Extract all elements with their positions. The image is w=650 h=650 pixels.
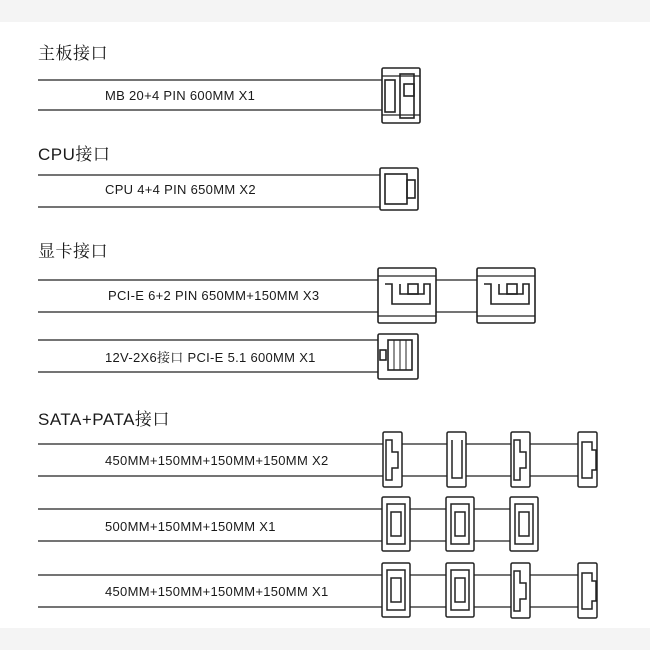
cable-label-sata-3: 450MM+150MM+150MM+150MM X1 xyxy=(105,584,329,599)
sata-connector xyxy=(578,432,597,487)
sata-connector xyxy=(447,432,466,487)
cable-diagram xyxy=(0,22,650,628)
section-title-gpu: 显卡接口 xyxy=(38,242,108,261)
cable-12v2x6 xyxy=(38,334,418,379)
cable-label-pcie: PCI-E 6+2 PIN 650MM+150MM X3 xyxy=(108,288,320,303)
molex-connector xyxy=(510,497,538,551)
cable-label-mb: MB 20+4 PIN 600MM X1 xyxy=(105,88,256,103)
molex-connector xyxy=(446,497,474,551)
molex-connector xyxy=(382,497,410,551)
cable-label-sata-1: 450MM+150MM+150MM+150MM X2 xyxy=(105,453,329,468)
12v-2x6-connector xyxy=(378,334,418,379)
atx-24pin-connector xyxy=(382,68,420,123)
sata-connector xyxy=(578,563,597,618)
section-title-cpu: CPU接口 xyxy=(38,145,111,164)
pcie-connector-1 xyxy=(378,268,436,323)
cable-cpu xyxy=(38,168,418,210)
cable-label-12v2x6: 12V-2X6接口 PCI-E 5.1 600MM X1 xyxy=(105,350,316,365)
section-title-sata: SATA+PATA接口 xyxy=(38,410,170,429)
sata-connector xyxy=(511,563,530,618)
molex-connector xyxy=(446,563,474,617)
cable-label-cpu: CPU 4+4 PIN 650MM X2 xyxy=(105,182,256,197)
cable-sata-1 xyxy=(38,432,597,487)
cable-sata-2 xyxy=(38,497,538,551)
cable-sata-3 xyxy=(38,563,597,618)
cable-label-sata-2: 500MM+150MM+150MM X1 xyxy=(105,519,276,534)
cable-pcie xyxy=(38,268,535,323)
cable-mb xyxy=(38,68,420,123)
sata-connector xyxy=(383,432,402,487)
pcie-connector-2 xyxy=(477,268,535,323)
molex-connector xyxy=(382,563,410,617)
cable-drawings xyxy=(0,22,650,628)
eps-8pin-connector xyxy=(380,168,418,210)
sata-connector xyxy=(511,432,530,487)
section-title-motherboard: 主板接口 xyxy=(38,44,108,63)
